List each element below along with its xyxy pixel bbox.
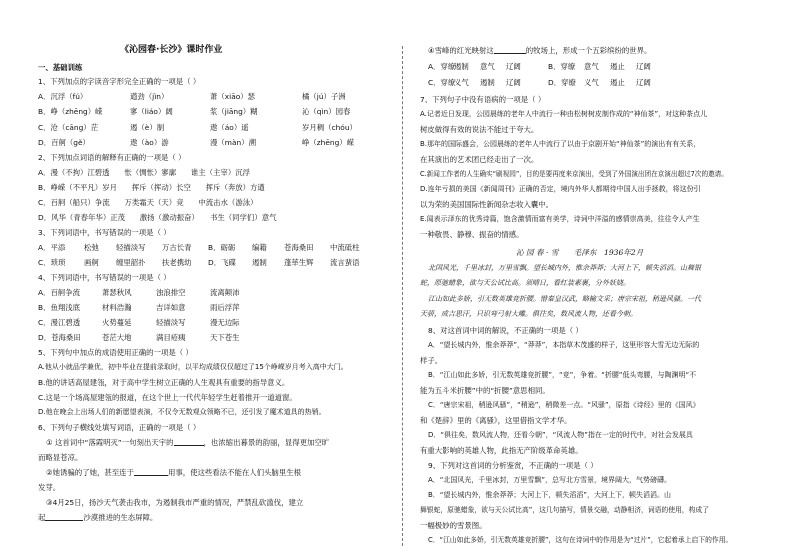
q7-option: E.闻表示泽东的优秀诗篇，饱含激情而富有美学，诗词中洋溢的感情崇高美，往往令人产生 — [420, 215, 700, 223]
q8-option: C．“唐宗宋祖，稍逊风骚”，“稍逊”，稍微差一点。“风骚”，原指《诗经》里的《国风》 — [428, 401, 700, 409]
q6-text: 沙漠推进的生态屏障。 — [83, 513, 158, 522]
q3-cell: 苍海桑田 — [284, 243, 314, 252]
q5-stem: 5、下列句中加点的成语使用正确的一项是（ ） — [38, 348, 193, 357]
q7-option: 在其演出的艺术团已经走出了一次。 — [420, 155, 539, 164]
q6-text: ④雪峰的红光映射这 — [428, 46, 494, 55]
q1-cell: B．峥（zhēng）嵘 — [38, 107, 103, 116]
q6-cell: 意气 — [480, 62, 495, 71]
answer-blank[interactable] — [45, 520, 83, 521]
q6-cell: 遏止 — [610, 62, 625, 71]
q6-cell: 义气 — [584, 78, 599, 87]
poem-line: 天骄，成吉思汗，只识弯弓射大雕。俱往矣，数风流人物，还看今朝。 — [420, 310, 637, 318]
q9-option: 一幅极妙的雪景图。 — [420, 521, 487, 530]
poem-line: 江山如此多娇，引无数英雄竞折腰。惜秦皇汉武，略输文采；唐宗宋祖，稍逊风骚。一代 — [428, 295, 701, 303]
q8-option: A．“望长城内外，惟余莽莽”，“莽莽”，本指草木茂盛的样子，这里形容大雪无边无际的 — [428, 341, 700, 349]
q3-cell: 画舸 — [84, 258, 99, 267]
q4-cell: 天下苍生 — [210, 333, 240, 342]
q6-cell: 辽阔 — [506, 62, 521, 71]
q4-stem: 4、下列词语中，书写错误的一项是（ ） — [38, 273, 171, 282]
q3-cell: B．砺砺 — [208, 243, 236, 252]
q6-cell: 遏止 — [610, 78, 625, 87]
q3-option-row — [38, 259, 360, 266]
q3-cell: D．飞碟 — [208, 258, 236, 267]
q4-cell: 满目疮痍 — [156, 333, 186, 342]
q6-cell: 意气 — [584, 62, 599, 71]
q6-cell: 辽阔 — [636, 78, 651, 87]
q1-cell: A．沉浮（fú） — [38, 92, 88, 101]
q4-cell: 漫无边际 — [210, 318, 240, 327]
q8-option: 和《楚辞》里的《离骚》，这里借指文学才华。 — [420, 416, 572, 425]
q1-cell: 萧（xiāo）瑟 — [210, 92, 256, 101]
q6-option-row — [428, 79, 651, 86]
q6-line — [38, 514, 157, 521]
q1-cell: 峥（zhēng）嵘 — [302, 138, 355, 147]
q4-cell: 火势蔓延 — [102, 318, 132, 327]
column-divider — [402, 46, 403, 546]
q6-cell: 义气 — [454, 78, 469, 87]
q1-option-row — [38, 124, 357, 131]
q8-option: 有重大影响的英雄人物，此指无产阶级革命英雄。 — [420, 446, 583, 455]
q7-option: 一种敬畏、静穆、振奋的情感。 — [420, 230, 524, 239]
q3-cell: 万古长青 — [162, 243, 192, 252]
q6-text: 的牧场上，形成一个五彩缤纷的世界。 — [525, 46, 652, 55]
section-heading: 一、基础训练 — [38, 63, 83, 72]
q2-option: D．风华（青春年华）正茂 激扬（激动振奋） 书生（同学们）意气 — [38, 213, 277, 222]
q4-option-row — [38, 289, 240, 296]
q3-cell: 流言蜚语 — [330, 258, 360, 267]
q6-line: 发芽。 — [38, 483, 61, 492]
q1-cell: 遨（áo）遥 — [210, 123, 249, 132]
q1-cell: 遒劲（jìn） — [130, 92, 169, 101]
q7-option: B.那年的国际盛会，公园晨练的老年人中流行了以由于京剧开始“神仙茶”的演出有有关系， — [420, 140, 701, 148]
q3-stem: 3、下列词语中，书写错误的一项是（ ） — [38, 228, 171, 237]
q2-option: A．漫（不拘）江碧透 怅（惆怅）寥廓 谁主（主宰）沉浮 — [38, 168, 250, 177]
q6-cell: D．穿缭 — [548, 78, 576, 87]
q4-cell: 流离颠沛 — [210, 288, 240, 297]
q5-option: C.这是一个场高屋建瓴的报道，在这个世上一代代年轻学生赶着推开一道道窗。 — [38, 393, 297, 402]
q7-option: D.连年亏损的美国《新闻周刊》正确的否定，境内外华人都期待中国人出手拯救，将这份引 — [420, 185, 701, 193]
q6-line: 而略显苍凉。 — [38, 453, 83, 462]
q3-cell: 中流砥柱 — [330, 243, 360, 252]
q6-cell: 遏制 — [454, 62, 469, 71]
q7-option: 以为荣的美国国际性新闻杂志收入囊中。 — [420, 200, 554, 209]
q6-cell: 遏制 — [480, 78, 495, 87]
q4-cell: 材料浩瀚 — [102, 303, 132, 312]
q6-cell: 辽阔 — [636, 62, 651, 71]
q1-cell: 橘（jú）子洲 — [302, 92, 346, 101]
q7-stem: 7、下列句子中没有语病的一项是（ ） — [420, 95, 546, 104]
q9-option: 舞银蛇，原驰蜡象，欲与天公试比高”，这几句描写，情景交融，动静相济，词语的使用，构成了 — [420, 506, 709, 514]
answer-blank[interactable] — [174, 445, 204, 446]
q8-option: D．“俱往矣，数风流人物，还看今朝”，“风流人物”指在一定的时代中，对社会发展具 — [428, 431, 693, 439]
q7-option: A.记者近日发现，公园晨练的老年人中流行一种由松树树皮制作成的“神仙茶”，对这种茶点儿 — [420, 110, 708, 118]
q4-cell: D．苍海桑田 — [38, 333, 81, 342]
q4-cell: 雨后浮萍 — [210, 303, 240, 312]
q6-line: ③4月25日，扬沙天气袭击我市，为遏制我市严重的情况，严禁乱砍滥伐，建立 — [46, 498, 304, 507]
q9-option: A．“北国风光，千里冰封，万里雪飘”，总写北方雪景，境界阔大，气势磅礴。 — [428, 476, 672, 484]
q6-text: ① 这首词中“落霞明灭”一句刻出天宇的 — [46, 438, 174, 447]
q6-line — [428, 47, 651, 54]
q1-cell: 遨（ào）游 — [130, 138, 169, 147]
q8-option: B．“江山如此多娇，引无数英雄竞折腰”，“竞”，争着。“折腰”低头弯腰，与陶渊明“不 — [428, 371, 697, 379]
answer-blank[interactable] — [494, 53, 526, 54]
q3-option-row — [38, 244, 360, 251]
q6-stem: 6、下列句子横线处填写词语，正确的一项是（ ） — [38, 423, 201, 432]
q3-cell: 蓬荜生辉 — [284, 258, 314, 267]
q5-option: B.他的讲话高屋建瓴，对于高中学生树立正确的人生观具有重要的指导意义。 — [38, 378, 290, 387]
q4-cell: A．百舸争流 — [38, 288, 81, 297]
q3-cell: 编籍 — [252, 243, 267, 252]
q6-text: ，也浓缩出暮景的韵丽，显得更加空旷 — [203, 438, 330, 447]
q9-option: B．“望长城内外，惟余莽莽；大河上下，顿失滔滔”，大河上下，顿失滔滔。山 — [428, 491, 672, 499]
q3-cell: 轻描淡写 — [116, 243, 146, 252]
q6-line — [46, 469, 301, 476]
q1-cell: C．沧（cāng）茫 — [38, 123, 99, 132]
q6-text: 用事，使这些看法不能在人们头脑里生根 — [167, 468, 301, 477]
q4-option-row — [38, 304, 240, 311]
q6-cell: A．穿缭 — [428, 62, 456, 71]
q1-stem: 1、下列加点的字读音字形完全正确的一项是（ ） — [38, 77, 201, 86]
q1-cell: 遏（è）制 — [130, 123, 165, 132]
q1-cell: 沁（qìn）园春 — [302, 107, 351, 116]
q4-cell: 苍茫大地 — [102, 333, 132, 342]
q2-option: C．百舸（船只）争流 万类霜天（天）竞 中流击水（游泳） — [38, 198, 258, 207]
q5-option: D.他在晚会上出场人们的新愿望表演，不仅令无数观众领略不已，还引发了魔术道具的热销。 — [38, 408, 326, 416]
q2-stem: 2、下列加点词语的解释有正确的一项是（ ） — [38, 153, 186, 162]
q1-cell: 浆（jiāng）糊 — [210, 107, 258, 116]
q3-cell: 扶老携幼 — [162, 258, 192, 267]
answer-blank[interactable] — [134, 475, 168, 476]
q2-option: B．峥嵘（不平凡）岁月 挥斥（挥动）长空 挥斥（奔放）方遒 — [38, 183, 265, 192]
poem-line: 蛇，原驰蜡象，欲与天公试比高。须晴日，看红装素裹，分外妖娆。 — [420, 279, 630, 287]
q7-option: 树皮做得有效的说法不能过于夸大。 — [420, 125, 539, 134]
poem-title: 沁 园 春 · 雪 毛泽东 1936年2月 — [516, 248, 644, 257]
q4-cell: 吉详如意 — [156, 303, 186, 312]
q8-stem: 8、对这首词中词的解说，不正确的一项是（ ） — [428, 326, 583, 335]
q4-cell: 轻描淡写 — [156, 318, 186, 327]
q1-cell: 漫（màn）溯 — [210, 138, 256, 147]
q8-option: 样子。 — [420, 356, 443, 365]
q6-line — [46, 439, 329, 446]
q1-cell: D．百舸（gě） — [38, 138, 90, 147]
q6-cell: 辽阔 — [506, 78, 521, 87]
q4-option-row — [38, 334, 240, 341]
q3-cell: A．平添 — [38, 243, 66, 252]
q4-cell: 萧瑟秋风 — [102, 288, 132, 297]
q6-text: ②她诱骗的了她，甚至连于 — [46, 468, 134, 477]
q1-cell: 岁月稠（chóu） — [302, 123, 357, 132]
q4-cell: C．漫江碧透 — [38, 318, 81, 327]
q9-option: C．“江山如此多娇，引无数英雄竞折腰”，这句在诗词中的作用是为“过片”，它起着承上启下的作用。 — [428, 536, 733, 544]
q4-cell: B．鱼翔浅底 — [38, 303, 81, 312]
poem-line: 北国风光，千里冰封，万里雪飘。望长城内外，惟余莽莽；大河上下，顿失滔滔。山舞银 — [428, 264, 701, 272]
q4-cell: 浊浪排空 — [156, 288, 186, 297]
q4-option-row — [38, 319, 240, 326]
q8-option: 能为五斗米折腰”中的“折腰”意思相同。 — [420, 386, 550, 395]
worksheet-title: 《沁园春·长沙》课时作业 — [120, 45, 223, 55]
q3-cell: C．琐琐 — [38, 258, 66, 267]
q9-stem: 9、下列对这首词的分析鉴赏，不正确的一项是（ ） — [428, 461, 598, 470]
q6-text: 起 — [38, 513, 46, 522]
q1-cell: 寥（liáo）阔 — [130, 107, 173, 116]
q1-option-row — [38, 139, 354, 146]
q3-cell: 遏制 — [252, 258, 267, 267]
q6-cell: C．穿缭 — [428, 78, 456, 87]
q3-cell: 松弛 — [84, 243, 99, 252]
q6-option-row — [428, 63, 651, 70]
q1-option-row — [38, 93, 346, 100]
q1-option-row — [38, 108, 350, 115]
q6-cell: B．穿缭 — [548, 62, 576, 71]
q3-cell: 缠里韶扑 — [116, 258, 146, 267]
q5-option: A.他从小就品学兼优，初中毕业在提前录取时，以平均成绩仅仅超过了15个峥嵘岁月考入高中大门。 — [38, 363, 348, 371]
q7-option: C.新闻工作者的人生确实“刷视园”，目的是要再度来京演出，受到了外国演出团在京演出超过7次的邀请。 — [420, 170, 728, 178]
